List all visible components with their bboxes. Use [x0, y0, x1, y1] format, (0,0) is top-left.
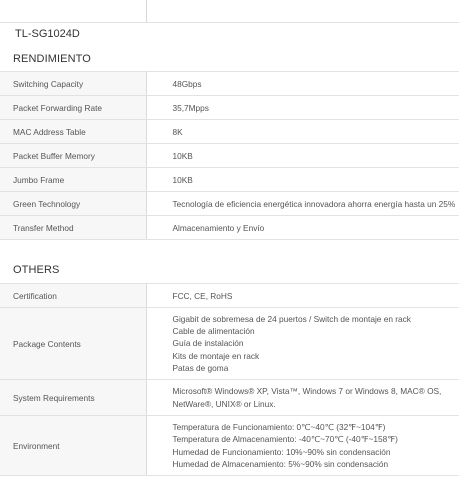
system-requirement-line: Microsoft® Windows® XP, Vista™, Windows 7 or Windows 8, MAC® OS,: [172, 386, 442, 397]
spec-label: Package Contents: [0, 308, 146, 380]
spec-label: MAC Address Table: [0, 120, 146, 144]
header-rule: [0, 22, 459, 23]
model-header: [0, 0, 459, 46]
package-item: Guía de instalación: [172, 338, 244, 349]
performance-spec-table: [0, 71, 459, 240]
spec-label: Certification: [0, 284, 146, 308]
spec-label: System Requirements: [0, 380, 146, 416]
others-spec-table: [0, 283, 459, 476]
spec-value: [146, 308, 459, 380]
spec-row-mac-address-table: [0, 120, 459, 144]
spec-label: Switching Capacity: [0, 72, 146, 96]
environment-line: Humedad de Funcionamiento: 10%~90% sin condensación: [172, 446, 391, 457]
section-title-performance: RENDIMIENTO: [13, 53, 91, 65]
header-divider: [146, 0, 147, 22]
spec-row-certification: [0, 284, 459, 308]
spec-label: Packet Buffer Memory: [0, 144, 146, 168]
spec-row-environment: [0, 416, 459, 476]
environment-line: Humedad de Almacenamiento: 5%~90% sin condensación: [172, 458, 389, 469]
model-title: TL-SG1024D: [15, 28, 80, 40]
spec-value: 10KB: [146, 168, 459, 192]
spec-row-packet-forwarding-rate: [0, 96, 459, 120]
spec-label: Transfer Method: [0, 216, 146, 240]
package-item: Cable de alimentación: [172, 326, 255, 337]
spec-row-transfer-method: [0, 216, 459, 240]
spec-value: FCC, CE, RoHS: [146, 284, 459, 308]
spec-label: Green Technology: [0, 192, 146, 216]
spec-row-switching-capacity: [0, 72, 459, 96]
spec-value: 48Gbps: [146, 72, 459, 96]
package-item: Kits de montaje en rack: [172, 350, 260, 361]
system-requirement-line: NetWare®, UNIX® or Linux.: [172, 398, 276, 409]
spec-value: 8K: [146, 120, 459, 144]
spec-value: [146, 380, 459, 416]
spec-row-system-requirements: [0, 380, 459, 416]
spec-row-packet-buffer-memory: [0, 144, 459, 168]
spec-label: Jumbo Frame: [0, 168, 146, 192]
spec-row-green-technology: [0, 192, 459, 216]
spec-label: Environment: [0, 416, 146, 476]
spec-label: Packet Forwarding Rate: [0, 96, 146, 120]
spec-row-package-contents: [0, 308, 459, 380]
package-item: Patas de goma: [172, 362, 229, 373]
spec-value: 10KB: [146, 144, 459, 168]
package-item: Gigabit de sobremesa de 24 puertos / Switch de montaje en rack: [172, 313, 411, 324]
spec-value: [146, 416, 459, 476]
spec-value: Almacenamiento y Envío: [146, 216, 459, 240]
environment-line: Temperatura de Almacenamiento: -40℃~70℃ (-40℉~158℉): [172, 434, 398, 445]
environment-line: Temperatura de Funcionamiento: 0℃~40℃ (32℉~104℉): [172, 422, 386, 433]
spec-value: Tecnología de eficiencia energética innovadora ahorra energía hasta un 25%: [146, 192, 459, 216]
spec-row-jumbo-frame: [0, 168, 459, 192]
spec-value: 35,7Mpps: [146, 96, 459, 120]
section-title-others: OTHERS: [13, 264, 60, 276]
